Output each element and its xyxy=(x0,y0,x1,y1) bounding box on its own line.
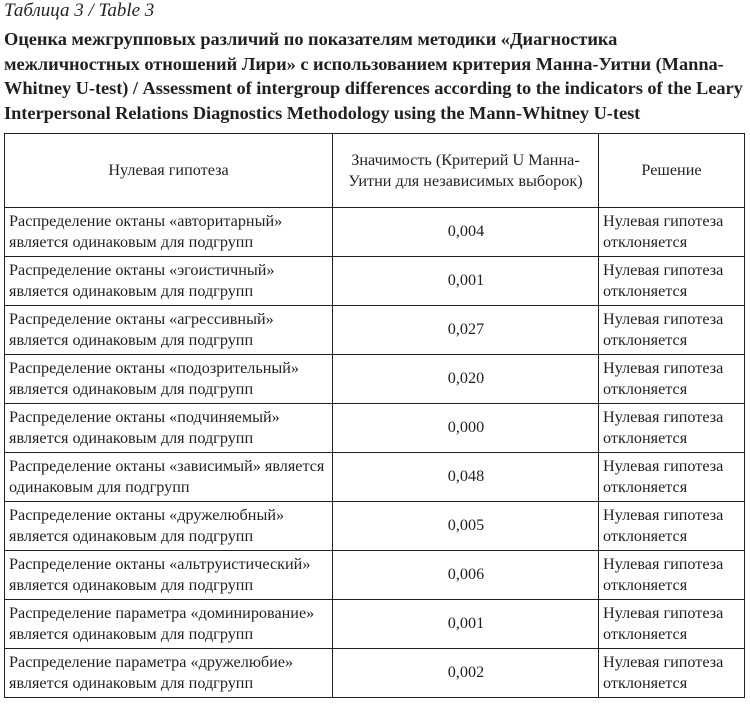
table-row xyxy=(5,306,745,355)
header-hypothesis: Нулевая гипотеза xyxy=(5,134,333,208)
significance-cell: 0,002 xyxy=(333,649,599,698)
table-row xyxy=(5,600,745,649)
table-row xyxy=(5,257,745,306)
table-header-row xyxy=(5,134,745,208)
significance-cell: 0,006 xyxy=(333,551,599,600)
significance-cell: 0,001 xyxy=(333,600,599,649)
header-decision: Решение xyxy=(599,134,745,208)
results-table xyxy=(4,133,745,698)
hypothesis-cell: Распределение октаны «подчиняемый» является одинаковым для подгрупп xyxy=(5,404,333,453)
hypothesis-cell: Распределение октаны «эгоистичный» является одинаковым для подгрупп xyxy=(5,257,333,306)
decision-cell: Нулевая гипотеза отклоняется xyxy=(599,208,745,257)
table-body xyxy=(5,208,745,698)
table-row xyxy=(5,551,745,600)
decision-cell: Нулевая гипотеза отклоняется xyxy=(599,404,745,453)
hypothesis-cell: Распределение октаны «дружелюбный» является одинаковым для подгрупп xyxy=(5,502,333,551)
hypothesis-cell: Распределение параметра «дружелюбие» является одинаковым для подгрупп xyxy=(5,649,333,698)
hypothesis-cell: Распределение октаны «подозрительный» является одинаковым для подгрупп xyxy=(5,355,333,404)
significance-cell: 0,000 xyxy=(333,404,599,453)
significance-cell: 0,020 xyxy=(333,355,599,404)
table-row xyxy=(5,649,745,698)
decision-cell: Нулевая гипотеза отклоняется xyxy=(599,306,745,355)
decision-cell: Нулевая гипотеза отклоняется xyxy=(599,600,745,649)
decision-cell: Нулевая гипотеза отклоняется xyxy=(599,257,745,306)
header-significance: Значимость (Критерий U Манна-Уитни для независимых выборок) xyxy=(333,134,599,208)
table-row xyxy=(5,355,745,404)
decision-cell: Нулевая гипотеза отклоняется xyxy=(599,551,745,600)
significance-cell: 0,004 xyxy=(333,208,599,257)
significance-cell: 0,001 xyxy=(333,257,599,306)
hypothesis-cell: Распределение октаны «авторитарный» является одинаковым для подгрупп xyxy=(5,208,333,257)
significance-cell: 0,005 xyxy=(333,502,599,551)
table-row xyxy=(5,453,745,502)
decision-cell: Нулевая гипотеза отклоняется xyxy=(599,502,745,551)
decision-cell: Нулевая гипотеза отклоняется xyxy=(599,355,745,404)
decision-cell: Нулевая гипотеза отклоняется xyxy=(599,453,745,502)
significance-cell: 0,048 xyxy=(333,453,599,502)
table-row xyxy=(5,208,745,257)
significance-cell: 0,027 xyxy=(333,306,599,355)
hypothesis-cell: Распределение октаны «агрессивный» является одинаковым для подгрупп xyxy=(5,306,333,355)
table-row xyxy=(5,502,745,551)
table-caption: Оценка межгрупповых различий по показателям методики «Диагностика межличностных отношений Лири» с использованием критерия Манна-Уитни (Manna-Whitney U-test) / Assessment of intergroup differences according to the indicators of the Leary Interpersonal Relations Diagnostics Methodology using the Mann-Whitney U-test xyxy=(4,29,743,123)
hypothesis-cell: Распределение параметра «доминирование» является одинаковым для подгрупп xyxy=(5,600,333,649)
table-row xyxy=(5,404,745,453)
decision-cell: Нулевая гипотеза отклоняется xyxy=(599,649,745,698)
hypothesis-cell: Распределение октаны «альтруистический» является одинаковым для подгрупп xyxy=(5,551,333,600)
table-label: Таблица 3 / Table 3 xyxy=(4,0,155,21)
hypothesis-cell: Распределение октаны «зависимый» является одинаковым для подгрупп xyxy=(5,453,333,502)
